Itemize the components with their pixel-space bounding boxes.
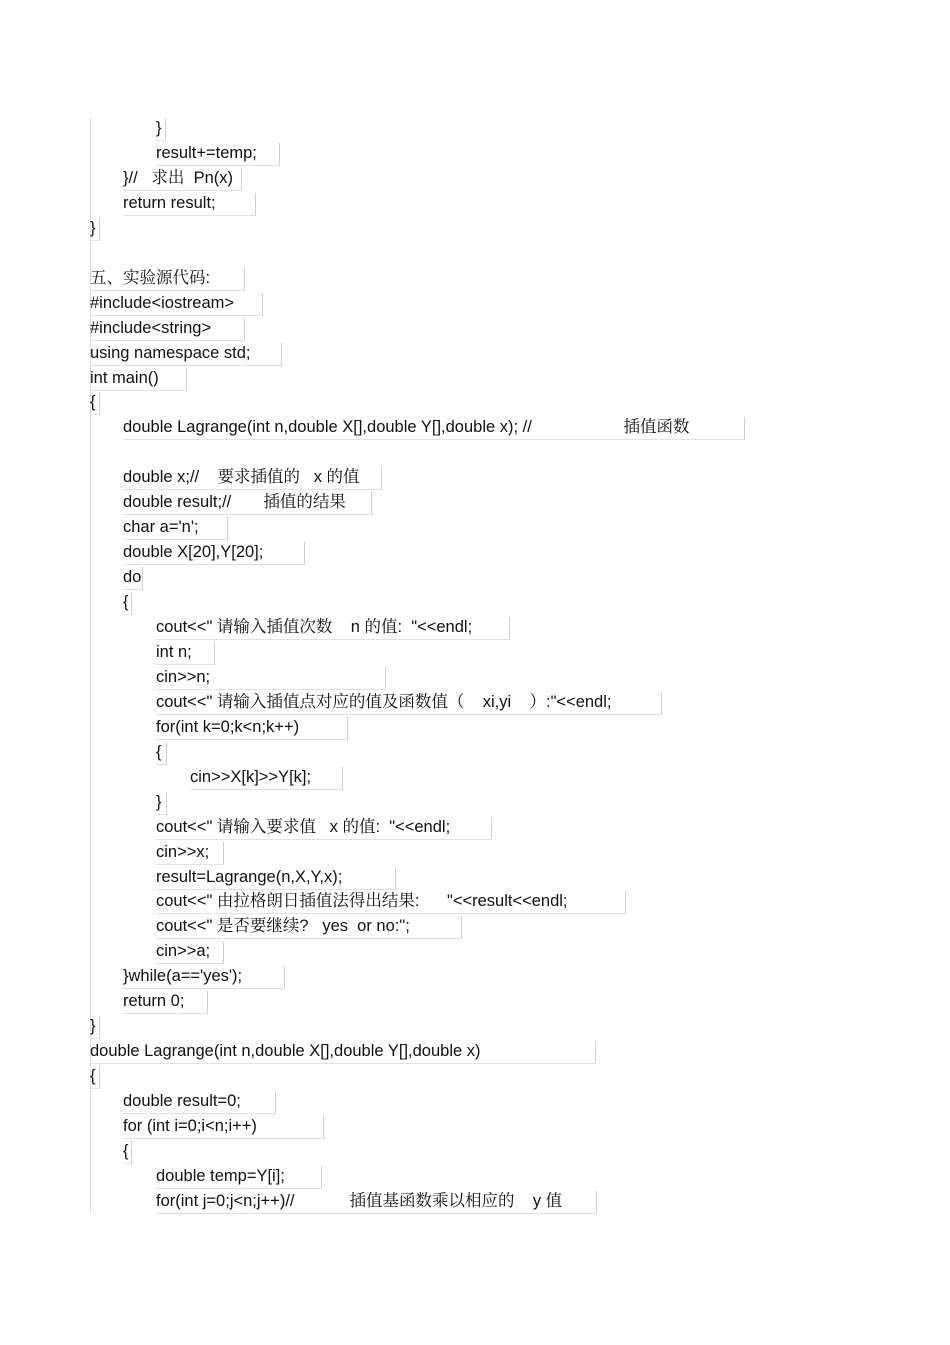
code-line-text: double x;// 要求插值的 x 的值: [123, 468, 360, 487]
code-line: [156, 815, 450, 840]
code-line-text: {: [123, 593, 129, 612]
code-line: [156, 865, 342, 890]
code-line-text: {: [90, 1067, 96, 1086]
code-line-text: cout<<" 请输入要求值 x 的值: "<<endl;: [156, 817, 451, 836]
code-line: [90, 341, 251, 366]
code-line-text: cin>>x;: [156, 842, 210, 861]
code-line-text: result+=temp;: [156, 143, 257, 162]
code-line-text: #include<string>: [90, 318, 212, 337]
code-line-text: result=Lagrange(n,X,Y,x);: [156, 867, 343, 886]
code-line-text: return 0;: [123, 992, 185, 1011]
code-line-text: cout<<" 是否要继续? yes or no:";: [156, 917, 410, 936]
code-line-text: }// 求出 Pn(x): [123, 168, 234, 187]
code-line: [156, 840, 209, 865]
code-line-text: do: [123, 568, 142, 587]
code-line-text: for (int i=0;i<n;i++): [123, 1117, 257, 1135]
code-line: [190, 765, 311, 790]
code-line-text: cin>>X[k]>>Y[k];: [190, 767, 312, 786]
code-line: [90, 366, 159, 391]
code-line-text: cin>>a;: [156, 942, 211, 961]
code-line: [156, 790, 162, 815]
code-line-text: cout<<" 由拉格朗日插值法得出结果: "<<result<<endl;: [156, 892, 568, 911]
code-line: [90, 316, 211, 341]
code-line-text: int main(): [90, 368, 159, 387]
code-line-text: {: [90, 393, 96, 412]
code-line: [90, 291, 234, 316]
code-line-text: double Lagrange(int n,double X[],double Y[],double x): [90, 1042, 481, 1061]
code-line-text: double result=0;: [123, 1092, 241, 1111]
code-line-text: cout<<" 请输入插值次数 n 的值: "<<endl;: [156, 618, 473, 636]
code-line-text: double Lagrange(int n,double X[],double Y[],double x); // 插值函数: [123, 418, 690, 437]
code-line-text: {: [156, 742, 162, 761]
code-line-text: }: [90, 218, 96, 237]
code-line-text: int n;: [156, 642, 192, 661]
code-line-text: double X[20],Y[20];: [123, 543, 264, 562]
code-line-text: }: [90, 1017, 96, 1036]
code-line-text: cout<<" 请输入插值点对应的值及函数值（ xi,yi ）:"<<endl;: [156, 692, 612, 711]
code-line-text: using namespace std;: [90, 343, 251, 362]
code-line-text: for(int j=0;j<n;j++)// 插值基函数乘以相应的 y 值: [156, 1191, 563, 1210]
code-line-text: }while(a=='yes');: [123, 967, 243, 986]
code-line-text: {: [123, 1141, 129, 1160]
code-line: [90, 266, 210, 291]
code-line-text: for(int k=0;k<n;k++): [156, 717, 300, 736]
code-line-text: 五、实验源代码:: [90, 268, 211, 287]
code-line-text: double temp=Y[i];: [156, 1166, 285, 1185]
code-line-text: #include<iostream>: [90, 293, 235, 312]
code-line-text: }: [156, 792, 162, 811]
code-line-text: cin>>n;: [156, 667, 211, 686]
code-line-text: char a='n';: [123, 518, 199, 537]
code-line-text: return result;: [123, 193, 216, 212]
code-line-text: double result;// 插值的结果: [123, 493, 346, 512]
code-line-text: }: [156, 119, 162, 137]
